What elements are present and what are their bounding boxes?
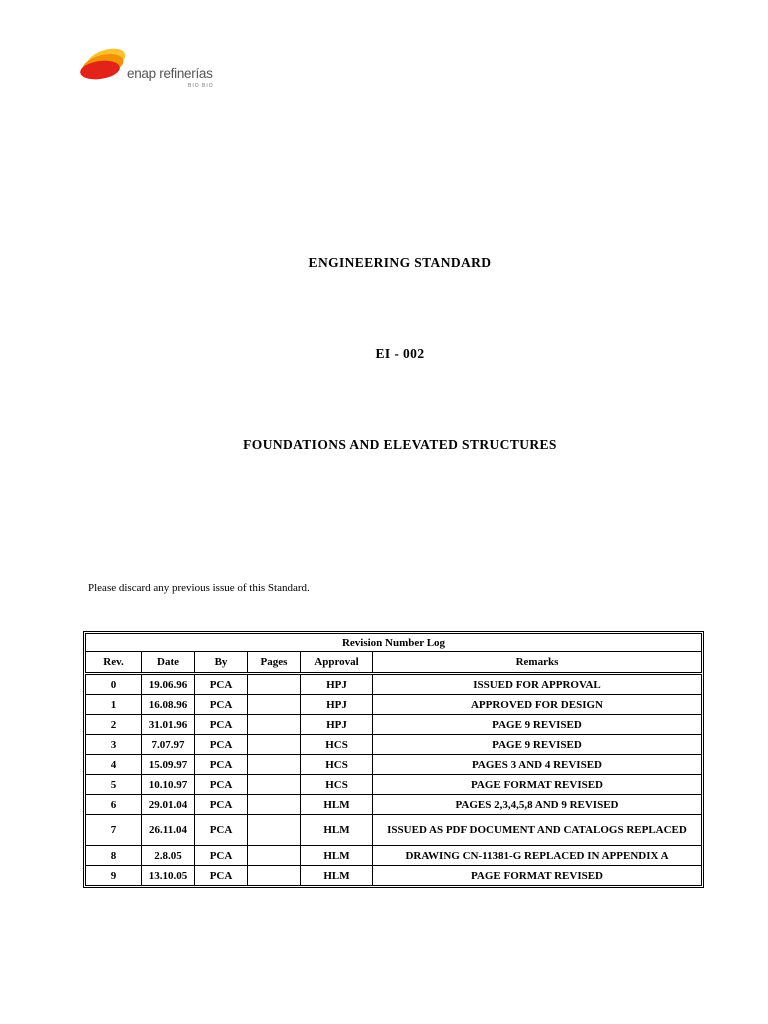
cell-remarks: PAGE FORMAT REVISED xyxy=(373,866,702,886)
cell-remarks: APPROVED FOR DESIGN xyxy=(373,695,702,715)
cell-by: PCA xyxy=(195,815,248,846)
cell-by: PCA xyxy=(195,846,248,866)
cell-pages xyxy=(248,715,301,735)
cell-remarks: ISSUED FOR APPROVAL xyxy=(373,674,702,695)
cell-approval: HCS xyxy=(301,735,373,755)
table-row xyxy=(86,674,702,695)
cell-rev: 4 xyxy=(86,755,142,775)
table-row xyxy=(86,866,702,886)
cell-by: PCA xyxy=(195,755,248,775)
cell-remarks: PAGE 9 REVISED xyxy=(373,715,702,735)
header-rev: Rev. xyxy=(86,652,142,674)
cell-approval: HCS xyxy=(301,755,373,775)
cell-pages xyxy=(248,846,301,866)
document-title: FOUNDATIONS AND ELEVATED STRUCTURES xyxy=(243,437,557,452)
cell-date: 2.8.05 xyxy=(142,846,195,866)
logo-brand-text: enap refinerías xyxy=(127,66,213,81)
cell-by: PCA xyxy=(195,735,248,755)
cell-pages xyxy=(248,866,301,886)
cell-remarks: PAGES 3 AND 4 REVISED xyxy=(373,755,702,775)
cell-rev: 5 xyxy=(86,775,142,795)
header-approval: Approval xyxy=(301,652,373,674)
cell-date: 29.01.04 xyxy=(142,795,195,815)
cell-rev: 9 xyxy=(86,866,142,886)
cell-approval: HPJ xyxy=(301,674,373,695)
table-row xyxy=(86,735,702,755)
cell-rev: 1 xyxy=(86,695,142,715)
cell-approval: HPJ xyxy=(301,715,373,735)
cell-date: 16.08.96 xyxy=(142,695,195,715)
table-row xyxy=(86,715,702,735)
cell-rev: 3 xyxy=(86,735,142,755)
company-logo xyxy=(80,44,230,94)
cell-approval: HCS xyxy=(301,775,373,795)
cell-by: PCA xyxy=(195,795,248,815)
table-row xyxy=(86,815,702,846)
document-type: ENGINEERING STANDARD xyxy=(308,255,492,270)
cell-rev: 6 xyxy=(86,795,142,815)
table-row xyxy=(86,775,702,795)
cell-date: 19.06.96 xyxy=(142,674,195,695)
cell-approval: HLM xyxy=(301,795,373,815)
discard-notice: Please discard any previous issue of this Standard. xyxy=(88,582,310,594)
table-row xyxy=(86,755,702,775)
table-row xyxy=(86,795,702,815)
cell-by: PCA xyxy=(195,775,248,795)
revision-log-table xyxy=(83,631,704,888)
revision-log-caption: Revision Number Log xyxy=(86,634,702,652)
cell-pages xyxy=(248,815,301,846)
table-row xyxy=(86,846,702,866)
cell-pages xyxy=(248,695,301,715)
cell-date: 26.11.04 xyxy=(142,815,195,846)
cell-pages xyxy=(248,735,301,755)
cell-remarks: PAGES 2,3,4,5,8 AND 9 REVISED xyxy=(373,795,702,815)
cell-pages xyxy=(248,795,301,815)
cell-by: PCA xyxy=(195,866,248,886)
cell-date: 10.10.97 xyxy=(142,775,195,795)
table-row xyxy=(86,695,702,715)
cell-by: PCA xyxy=(195,674,248,695)
cell-approval: HLM xyxy=(301,846,373,866)
cell-date: 31.01.96 xyxy=(142,715,195,735)
cell-date: 15.09.97 xyxy=(142,755,195,775)
cell-rev: 2 xyxy=(86,715,142,735)
cell-pages xyxy=(248,755,301,775)
cell-rev: 8 xyxy=(86,846,142,866)
cell-rev: 0 xyxy=(86,674,142,695)
revision-log-header-row xyxy=(86,652,702,674)
cell-by: PCA xyxy=(195,695,248,715)
cell-remarks: PAGE FORMAT REVISED xyxy=(373,775,702,795)
cell-approval: HPJ xyxy=(301,695,373,715)
cell-approval: HLM xyxy=(301,815,373,846)
cell-remarks: ISSUED AS PDF DOCUMENT AND CATALOGS REPLACED xyxy=(373,815,702,846)
header-remarks: Remarks xyxy=(373,652,702,674)
cell-pages xyxy=(248,674,301,695)
cell-remarks: PAGE 9 REVISED xyxy=(373,735,702,755)
revision-log-caption-row xyxy=(86,634,702,652)
logo-flame-icon xyxy=(80,44,128,84)
header-by: By xyxy=(195,652,248,674)
cell-date: 13.10.05 xyxy=(142,866,195,886)
cell-rev: 7 xyxy=(86,815,142,846)
document-code: EI - 002 xyxy=(375,346,425,361)
cell-by: PCA xyxy=(195,715,248,735)
cell-date: 7.07.97 xyxy=(142,735,195,755)
cell-pages xyxy=(248,775,301,795)
logo-sub-text: BIO BIO xyxy=(188,83,214,89)
header-pages: Pages xyxy=(248,652,301,674)
header-date: Date xyxy=(142,652,195,674)
cell-approval: HLM xyxy=(301,866,373,886)
cell-remarks: DRAWING CN-11381-G REPLACED IN APPENDIX A xyxy=(373,846,702,866)
